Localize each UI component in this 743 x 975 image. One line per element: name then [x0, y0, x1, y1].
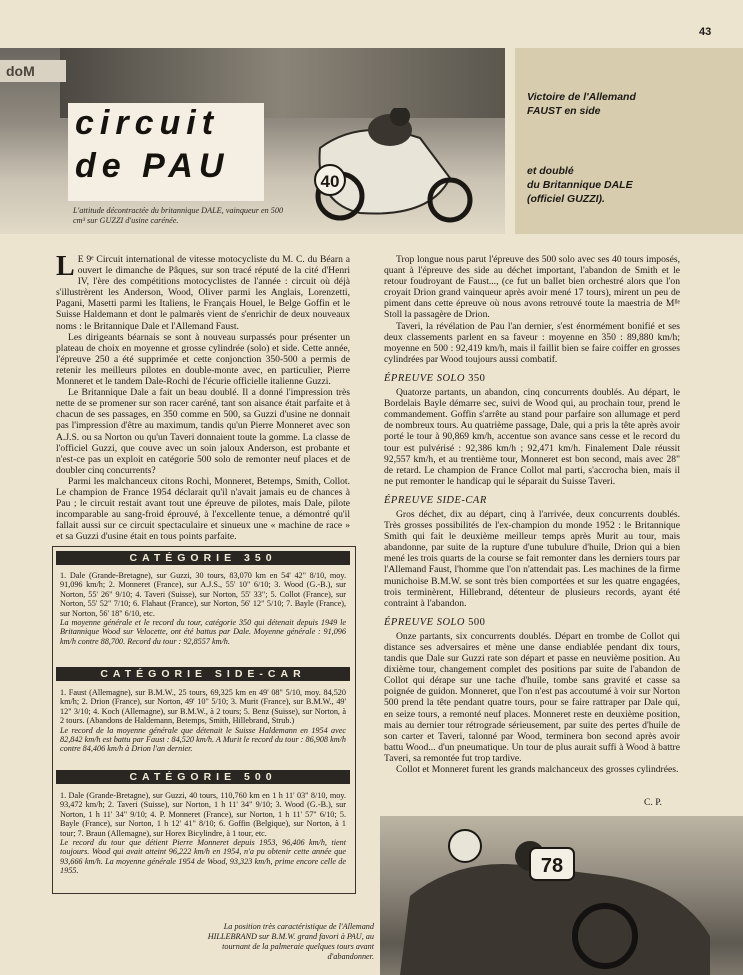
article-paragraph: Taveri, la révélation de Pau l'an dernier, s'est énormément bonifié et ses deux classements parlent en sa faveur : moyenne en 350 : 89,880 km/h; moyenne en 500 : 92,419 km/h, mais il faillit bien se faire coiffer en grosses cylindrées par Wood toujours aussi combatif. — [384, 320, 680, 365]
motorcycle-illustration — [300, 108, 480, 228]
category-350-results: 1. Dale (Grande-Bretagne), sur Guzzi, 30 tours, 83,070 km en 54' 42" 8/10, moy. 91,096 km/h; 2. Monneret (France), sur A.J.S., 55' 10" 6/10; 3. Wood (G.-B.), sur Norton, 55' 26" 9/10; 4. Taveri (Suisse), sur Norton, 55' 33"; 5. Collot (France), sur Norton, 55' 52" 7/10; 6. Flahaut (France), sur Norton, 56' 12" 5/10; 7. Bayle (France), sur Norton, 56' 18" 6/10, etc. La moyenne générale et le record du tour, catégorie 350 qui détenait depuis 1949 le Britannique Wood sur Velocette, ont été battus par Dale. Moyenne générale : 91,096 km/h contre 88,700. Record du tour : 92,8557 km/h. — [60, 571, 346, 646]
section-heading-solo-350: ÉPREUVE SOLO 350 — [384, 372, 486, 384]
article-paragraph: Les dirigeants béarnais se sont à nouveau surpassés pour présenter un plateau de choix en moyenne et grosse cylindrée (solo) et side. Cette année, l'épreuve 250 a été supprimée et cette conjonction 350-500 a permis de retenir les meilleurs pilotes en double-monte avec, en particulier, Pierre Monneret et le tandem Dale-Rochi de l'écurie officielle italienne Guzzi. — [56, 331, 350, 388]
category-sidecar-note: Le record de la moyenne générale que détenait le Suisse Haldemann en 1954 avec 82,842 km/h est battu par Faust : 84,520 km/h. A Murit le record du tour : 86,908 km/h contre 84,406 km/h à Drion l'an dernier. — [60, 725, 346, 754]
category-350-note: La moyenne générale et le record du tour, catégorie 350 qui détenait depuis 1949 le Britannique Wood sur Velocette, ont été battus par Dale. Moyenne générale : 91,096 km/h contre 88,700. Record du tour : 92,8557 km/h. — [60, 618, 346, 646]
category-350-header: CATÉGORIE 350 — [56, 551, 350, 565]
intro-paragraph: L E 9ᵉ Circuit international de vitesse motocycliste du M. C. du Béarn a ouvert le dimanche de Pâques, sur son tracé réputé de la cité d'Henri IV, l'ère des compétitions motocyclistes de l'année : circuit où déjà s'illustrèrent les Anderson, Wood, Oliver parmi les Anglais, Lorenzetti, Pagani, Masetti parmi les Italiens, le Français Houel, le Belge Goffin et le Suisse Haldemann et dont le palmarès vient de s'enrichir de deux nouveaux noms : le Britannique Dale et l'Allemand Faust. — [56, 251, 350, 332]
article-paragraph: Trop longue nous parut l'épreuve des 500 solo avec ses 40 tours imposés, quant à l'épreuve des side au déchet important, l'abandon de Smith et le retour foudroyant de Faust..., (ce fut un ballet bien orchestré alors que l'on croyait Drion grand vainqueur après avoir mené 17 tours), mirent un peu de piment dans cette épreuve où nous avons retrouvé toute la maestria de Mˡˡᵉ Stoll la passagère de Drion. — [384, 254, 680, 321]
trackside-sign: doM — [0, 60, 66, 82]
category-500-header: CATÉGORIE 500 — [56, 770, 350, 784]
article-paragraph: Le Britannique Dale a fait un beau doublé. Il a donné l'impression très nette de se promener sur son racer caréné, tant son aisance était parfaite et à chacun de ses passages, en 350 comme en 500, sa Guzzi d'usine ne donnait pas l'impression d'être au maximum, tandis qu'un Pierre Monneret avec son A.J.S. ou sa Norton ou qu'un Taveri donnaient toute la gomme. La classe de l'officiel Guzzi, que couve avec un soin jaloux Anderson, est probante et n'est-ce pas un exploit en catégorie 500 solo de remonter neuf places et de doubler cinq concurrents? — [56, 387, 350, 476]
category-500-results: 1. Dale (Grande-Bretagne), sur Guzzi, 40 tours, 110,760 km en 1 h 11' 03" 8/10, moy. 93,472 km/h; 2. Taveri (Suisse), sur Norton, 1 h 11' 34" 9/10; 3. Wood (G.-B.), sur Norton, 1 h 11' 34" 9/10; 4. P. Monneret (France), sur Norton, 1 h 11' 57" 6/10; 5. Bayle (France), sur Norton, 1 h 12' 41" 8/10; 6. Goffin (Belgique), sur Norton, à 1 tour; 7. Braun (Allemagne), sur Horex Bicylindre, à 1 tour, etc. Le record du tour que détient Pierre Monneret depuis 1953, 96,406 km/h, tient toujours. Wood qui avait atteint 96,222 km/h en 1954, n'a pu obtenir cette année que 93,666 km/h. La moyenne générale 1954 de Wood, 93,323 km/h, prime encore celle de 1955. — [60, 791, 346, 876]
left-article-column — [56, 251, 350, 543]
author-signature: C. P. — [644, 797, 662, 808]
title-line-2: de PAU — [75, 147, 230, 185]
section-heading-solo-500: ÉPREUVE SOLO 500 — [384, 616, 486, 628]
right-article-column — [384, 254, 680, 775]
category-sidecar-header: CATÉGORIE SIDE-CAR — [56, 667, 350, 681]
section-paragraph: Collot et Monneret furent les grands malchanceux des grosses cylindrées. — [396, 764, 679, 776]
bike-number-40: 40 — [320, 172, 340, 191]
bike-number-78: 78 — [540, 855, 564, 877]
section-paragraph: Quatorze partants, un abandon, cinq concurrents doublés. Au départ, le Bordelais Bayle démarre sec, suivi de Wood qui, au prochain tour, prend le commandement. Goffin s'arrête au stand pour parfaire son allumage et perd de nombreux tours. Au quatrième passage, Dale, qui a pris la tête après avoir porté le tour à 90,869 km/h, accentue son avance sans cesse et le record du tour est pulvérisé : 92,386 km/h ; 92,471 km/h. Finalement Dale réussit 92,557 km/h, et au trentième tour, Monneret est bon second, mais avec 28" de retard. Le champion de France Collot mal parti, s'accrocha bien, mais il ne put remonter le handicap qui le séparait du Suisse Taveri. — [384, 387, 680, 487]
drop-cap: L — [56, 251, 75, 282]
top-photo-caption: L'attitude décontractée du britannique DALE, vainqueur en 500 cm³ sur GUZZI d'usine carénée. — [73, 206, 284, 225]
subtitle-panel — [515, 48, 743, 234]
section-paragraph: Gros déchet, dix au départ, cinq à l'arrivée, deux concurrents doublés. Très grosses possibilités de l'ex-champion du monde 1952 : le Britannique Smith qui fait le deuxième meilleur temps après Murit au tour, mais abandonne, par suite de la rupture d'une tubulure d'huile, Drion qui a bien mené les trois quarts de la course se fait remonter dans les derniers tours par l'Allemand Faust, l'homme que l'on n'attendait pas. Les machines de la firme munichoise B.M.W. se sont très bien comportées et sur les quatre engagées, trois terminèrent, Hillebrand, détenteur de plusieurs records, ayant été contraint à l'abandon. — [384, 508, 680, 609]
subtitle-faust: Victoire de l'Allemand FAUST en side — [527, 91, 636, 117]
category-sidecar-results: 1. Faust (Allemagne), sur B.M.W., 25 tours, 69,325 km en 49' 08" 5/10, moy. 84,520 km/h; 2. Drion (France), sur Norton, 49' 10" 5/10; 3. Murit (France), sur B.M.W., 49' 12" 3/10; 4. Koch (Allemagne), sur B.M.W., à 2 tours; 5. Benz (Suisse), sur Norton, à 2 tours. (Abandons de Haldemann, Betemps, Smith, Hillebrand, Strub.) Le record de la moyenne générale que détenait le Suisse Haldemann en 1954 avec 82,842 km/h est battu par Faust : 84,520 km/h. A Murit le record du tour : 86,908 km/h contre 84,406 km/h à Drion l'an dernier. — [60, 688, 346, 754]
bottom-photo-caption: La position très caractéristique de l'Allemand HILLEBRAND sur B.M.W. grand favori à PAU, au tournant de la palmeraie quelques tours avant d'abandonner. — [207, 922, 374, 961]
section-paragraph: Onze partants, six concurrents doublés. Départ en trombe de Collot qui distance ses adversaires et mène une danse endiablée pendant dix tours, tandis que Dale sur Guzzi rate son départ et passe en neuvième position. Au dixième tour, changement complet des positions par suite de l'abandon de Collot qui dérape sur une tache d'huile, tombe sans gravité et casse sa poignée de guidon. Monneret, que l'on n'est pas accoutumé à voir sur Norton 500 prend la tête pendant quatre tours, pour se faire rattraper par Dale qui, en seize tours, a remonté neuf places. Monneret reste en deuxième position, mais au dernier tour rétrograde sérieusement, par suite des pertes d'huile de son carter et Taveri, talonné par Wood, terminera bon second après avoir battu Wood... d'un pneumatique. Un tour de plus aurait suffi à Wood à battre Taveri, sa remontée fut trop tardive. — [384, 630, 680, 764]
article-paragraph: Parmi les malchanceux citons Rochi, Monneret, Betemps, Smith, Collot. Le champion de France 1954 déclarait qu'il n'avait jamais eu de chances à Pau ; le circuit restait avant tout une épreuve de pilotes, mais Dale, pilote incomparable au sang-froid éprouvé, à l'excellente tenue, a démontré qu'il fallait aussi sur ce circuit spectaculaire et sinueux une « machine de race » et sa Guzzi d'usine était en tous points parfaite. — [56, 475, 350, 543]
subtitle-dale: et doublé du Britannique DALE (officiel GUZZI). — [527, 165, 633, 205]
page-number: 43 — [699, 26, 712, 38]
sidecar-illustration — [380, 816, 743, 975]
section-heading-side-car: ÉPREUVE SIDE-CAR — [384, 494, 487, 506]
category-500-note: Le record du tour que détient Pierre Monneret depuis 1953, 96,406 km/h, tient toujours. Wood qui avait atteint 96,222 km/h en 1954, n'a pu obtenir cette année que 93,666 km/h. La moyenne générale 1954 de Wood, 93,323 km/h, prime encore celle de 1955. — [60, 838, 346, 876]
title-line-1: circuit — [75, 104, 220, 142]
race-photo-hillebrand — [380, 816, 743, 975]
